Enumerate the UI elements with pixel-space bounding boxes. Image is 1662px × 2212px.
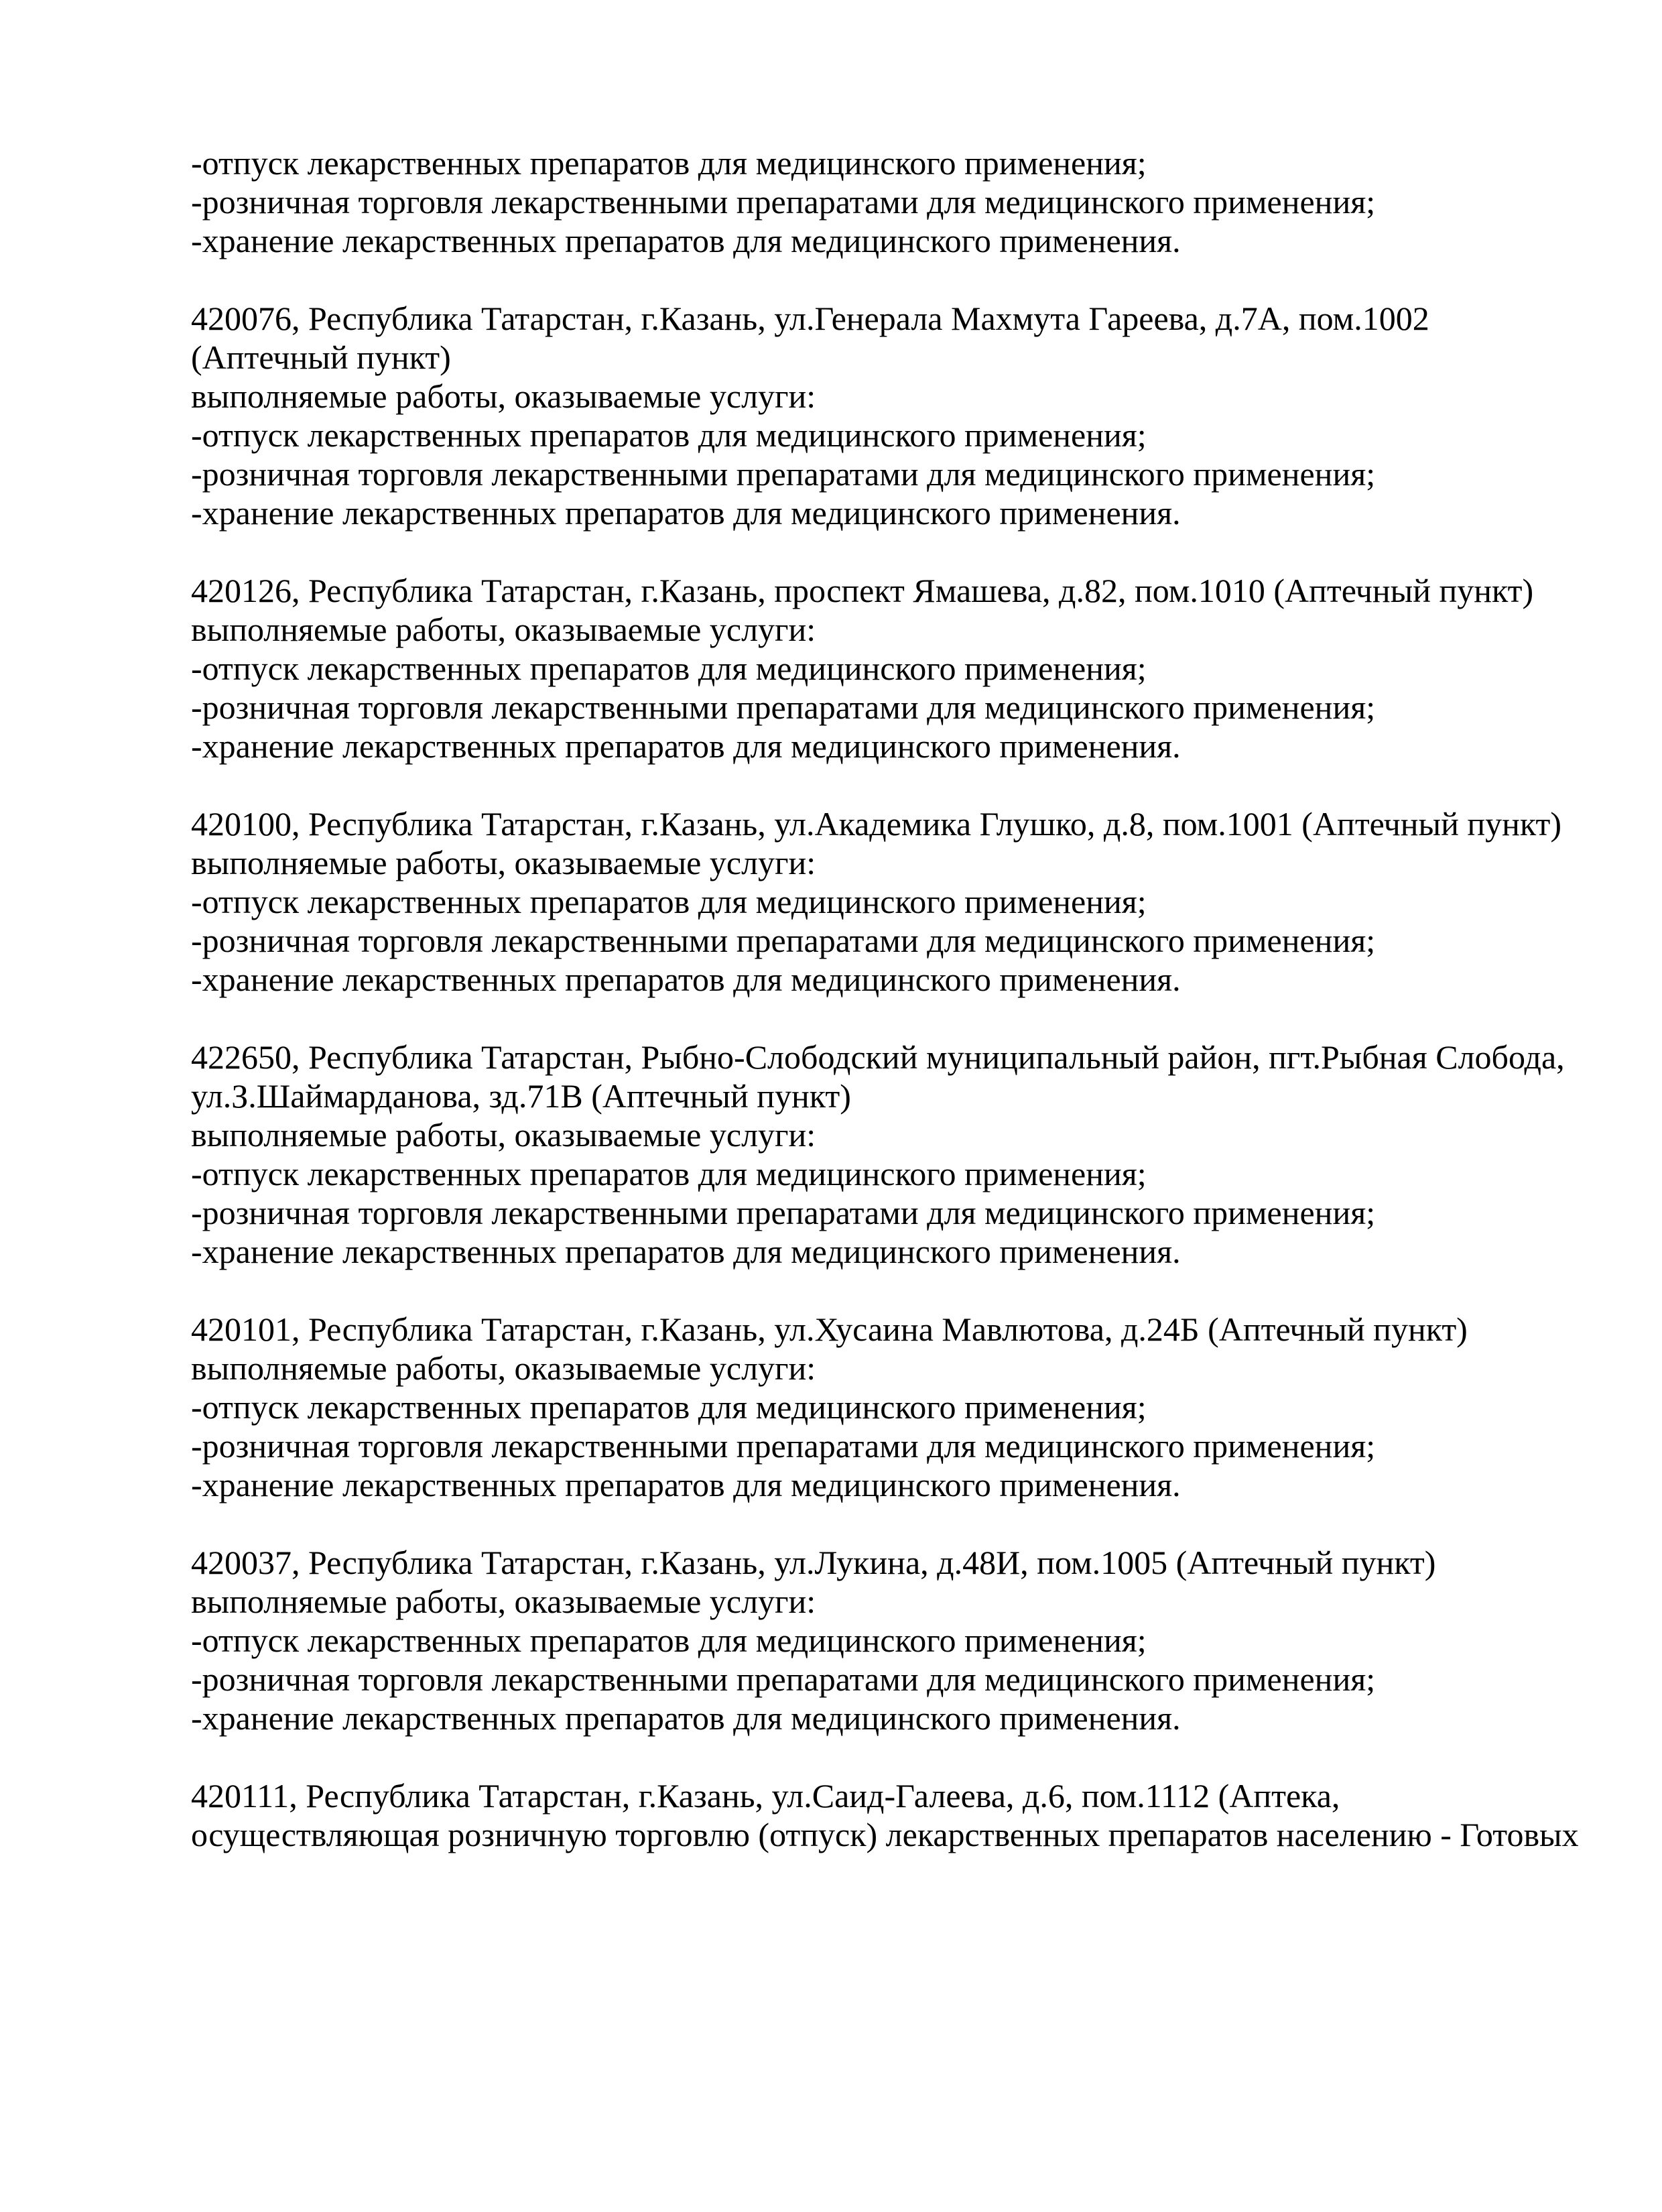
services-header: выполняемые работы, оказываемые услуги: <box>191 1583 816 1620</box>
service-line: -розничная торговля лекарственными препаратами для медицинского применения; <box>191 1427 1376 1465</box>
service-line: -отпуск лекарственных препаратов для медицинского применения; <box>191 1621 1147 1659</box>
pharmacy-entry <box>191 299 1572 532</box>
service-line: -розничная торговля лекарственными препаратами для медицинского применения; <box>191 455 1376 493</box>
services-header: выполняемые работы, оказываемые услуги: <box>191 377 816 415</box>
address-line: 420126, Республика Татарстан, г.Казань, проспект Ямашева, д.82, пом.1010 (Аптечный пункт) <box>191 572 1534 609</box>
services-header: выполняемые работы, оказываемые услуги: <box>191 1349 816 1387</box>
service-line: -хранение лекарственных препаратов для медицинского применения. <box>191 1699 1181 1737</box>
service-line: -розничная торговля лекарственными препаратами для медицинского применения; <box>191 183 1376 221</box>
service-line: -отпуск лекарственных препаратов для медицинского применения; <box>191 416 1147 454</box>
services-header: выполняемые работы, оказываемые услуги: <box>191 844 816 881</box>
service-line: -розничная торговля лекарственными препаратами для медицинского применения; <box>191 688 1376 726</box>
service-line: -розничная торговля лекарственными препаратами для медицинского применения; <box>191 922 1376 959</box>
address-line: (Аптечный пункт) <box>191 339 451 376</box>
services-header: выполняемые работы, оказываемые услуги: <box>191 611 816 648</box>
service-line: -отпуск лекарственных препаратов для медицинского применения; <box>191 144 1147 182</box>
address-line: 420111, Республика Татарстан, г.Казань, ул.Саид-Галеева, д.6, пом.1112 (Аптека, <box>191 1777 1340 1815</box>
pharmacy-entry <box>191 1310 1572 1504</box>
license-entries <box>191 299 1579 1854</box>
service-line: -отпуск лекарственных препаратов для медицинского применения; <box>191 650 1147 687</box>
service-line: -хранение лекарственных препаратов для медицинского применения. <box>191 961 1181 998</box>
address-line: 420101, Республика Татарстан, г.Казань, ул.Хусаина Мавлютова, д.24Б (Аптечный пункт) <box>191 1310 1468 1348</box>
address-line: ул.З.Шаймарданова, зд.71В (Аптечный пункт) <box>191 1077 851 1115</box>
service-line: -отпуск лекарственных препаратов для медицинского применения; <box>191 1155 1147 1192</box>
pharmacy-entry <box>191 1543 1572 1737</box>
service-line: -отпуск лекарственных препаратов для медицинского применения; <box>191 883 1147 920</box>
address-line: 422650, Республика Татарстан, Рыбно-Слободский муниципальный район, пгт.Рыбная Слобода, <box>191 1038 1565 1076</box>
pharmacy-entry <box>191 1776 1579 1854</box>
service-line: -отпуск лекарственных препаратов для медицинского применения; <box>191 1388 1147 1426</box>
service-line: -хранение лекарственных препаратов для медицинского применения. <box>191 727 1181 765</box>
address-line: 420100, Республика Татарстан, г.Казань, ул.Академика Глушко, д.8, пом.1001 (Аптечный пункт) <box>191 805 1562 843</box>
pharmacy-entry <box>191 571 1572 765</box>
service-line: -хранение лекарственных препаратов для медицинского применения. <box>191 494 1181 532</box>
address-line: 420037, Республика Татарстан, г.Казань, ул.Лукина, д.48И, пом.1005 (Аптечный пункт) <box>191 1544 1436 1581</box>
services-header: выполняемые работы, оказываемые услуги: <box>191 1116 816 1154</box>
service-line: -розничная торговля лекарственными препаратами для медицинского применения; <box>191 1194 1376 1231</box>
address-line: 420076, Республика Татарстан, г.Казань, ул.Генерала Махмута Гареева, д.7А, пом.1002 <box>191 300 1429 337</box>
service-line: -хранение лекарственных препаратов для медицинского применения. <box>191 1466 1181 1503</box>
service-line: -хранение лекарственных препаратов для медицинского применения. <box>191 222 1181 259</box>
pharmacy-entry <box>191 804 1572 999</box>
pharmacy-entry <box>191 1038 1572 1271</box>
document-content <box>191 143 1579 1893</box>
address-line: осуществляющая розничную торговлю (отпуск) лекарственных препаратов населению - Готовых <box>191 1816 1579 1853</box>
intro-services-block <box>191 143 1572 260</box>
service-line: -хранение лекарственных препаратов для медицинского применения. <box>191 1233 1181 1270</box>
service-line: -розничная торговля лекарственными препаратами для медицинского применения; <box>191 1660 1376 1698</box>
